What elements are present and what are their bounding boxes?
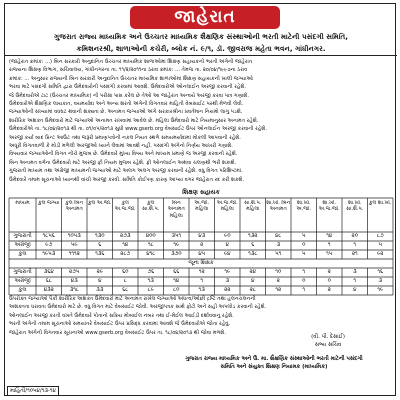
table-cell: ૩૩ [96,287,104,293]
table-cell: ૩૧૮ [69,287,79,293]
table-cell: ૧૩૦ [95,233,105,239]
table-cell: ૯૦ [224,233,231,239]
signatory-org-line1: ગુજરાત રાજ્ય માધ્યમિક અને ઉ. મા. શૈક્ષણિક સંસ્થાઓની ભરતી માટેની પસંદગી [185,356,363,362]
table-cell: ૨૨ [224,287,231,293]
table-cell: ૫ [301,233,306,239]
table-cell: ૪ [251,278,255,284]
column-header: અ.જ.જા. મહિલા [216,200,238,213]
column-header: અ.જા. મહિલા [194,200,210,213]
row-medium: ગુજરાતી [13,233,32,239]
table-cell: ૪૫ [198,251,206,257]
table-cell: ૧૯ [173,242,180,248]
footer-line: અશક્તતા ધરાવતા ઉમેદવારો માટે છે. વધુ વિગત માટે વેબસાઈટ જોવી. અરજીપત્રક સાથે ફોટો અને સહી અપલોડ કરવાની રહેશે. [9,304,267,311]
table-cell: ૯૭ [45,242,53,248]
table-cell: ૨૧ [351,251,358,257]
notice-title: જાહેરાત [174,7,236,27]
table-cell: ૨૮૭ [120,251,131,257]
table-cell: ૨ [200,242,204,248]
table-cell: ૧૯ [224,269,231,275]
column-header: કુલ અ.જા. [87,200,112,206]
table-cell: ૪૧૮ [146,251,156,257]
column-header: કુલ શા.ખો. [368,200,392,206]
row-medium: અંગ્રેજી [14,242,31,248]
table-cell: ૩ [352,269,357,275]
table-cell: ૪૮ [275,233,282,239]
body-line: અરજી કર્યા બાદ પ્રિન્ટ આઉટ તથા જરૂરી પ્રમાણપત્રોની નકલ નિયત સ્થળે સમયમર્યાદામાં મોકલી આપવાની રહેશે. [9,134,241,141]
table-title: શિક્ષણ સહાયક [182,189,220,196]
table-cell: ૮૯ [147,287,154,293]
table-cell: ૪૩ [198,233,206,239]
table-cell: ૦ [302,242,306,248]
table-cell: ૧ [353,242,357,248]
body-line: જે ઉમેદવારોએ ટાટ (ઉચ્ચતર માધ્યમિક) ની પરીક્ષા પાસ કરેલ છે તેઓ આ જાહેરાત અન્વયે અરજી કરવા પાત્ર ગણાશે. [9,92,249,99]
footer-paragraph [9,295,393,337]
recruitment-notice [4,3,396,396]
column-header: શા.ખો. બિન અનામત [266,200,291,213]
table-cell: ૧૦૫૩ [67,233,81,239]
table-cell: ૨૭૩ [119,233,131,239]
body-line: ક્રમાંક: ... અનુસાર રાજ્યની બિન સરકારી અનુદાનિત ઉચ્ચતર માધ્યમિક શાળાઓમાં શિક્ષણ સહાયકની ખાલી જગ્યાઓ [9,75,253,82]
signatory-org-line2: સમિતિ અને સંયુક્ત શિક્ષણ નિયામક (માધ્યમિક) [220,364,328,370]
table-cell: ૧૩૨ [248,233,258,239]
signatory-name: (વી. પી. દેસાઈ) [311,334,345,340]
table-cell: ૭૬ [147,269,155,275]
column-header: કુલ સા.શૈ.પ. [142,200,160,213]
body-line: ગુજરાતી માધ્યમ તથા અંગ્રેજી માધ્યમની જગ્યાઓ માટે અલગ અલગ અરજી કરવાની રહેશે. વધુ વિગત પરિશિષ્ટમાં. [9,168,243,175]
table-cell: ૫૧ [275,251,282,257]
table-cell: ૧૯૫૩ [42,251,56,257]
column-header: માધ્યમ [15,200,30,206]
body-line: ઉમેદવારે તમામ સૂચનાઓ ધ્યાનથી વાંચી અરજી કરવી. સમિતિ કોઈપણ કારણ આપ્યા વગર જાહેરાત રદ કરી શકશે. [9,176,245,183]
column-header: શા.ખો. અ.જ.જા. [318,200,340,213]
body-line: જગ્યાઓની સંખ્યામાં વધઘટ થવાની શક્યતા છે. અનામત જગ્યાઓ અંગે સરકારશ્રીના પ્રવર્તમાન નિયમો લાગુ પડશે. [9,109,243,116]
table-cell: ૧૦ [275,269,282,275]
table-cell: ૧ [302,269,306,275]
table-cell: ૬૬ [173,269,180,275]
table-cell: ૧૬ [377,269,384,275]
body-line: શારીરિક અશક્ત ઉમેદવારો માટે જગ્યાઓ અનામત રાખવામાં આવેલ છે. મહિલા ઉમેદવારો માટે નિયમાનુસાર અનામત રહેશે. [9,117,259,124]
column-header: બિન અનામત મહિલા [167,200,185,219]
table-cell: ૬ [251,242,255,248]
table-cell: ૧૯ [377,287,384,293]
header-line-address: કમિશનરશ્રી, શાળાઓની કચેરી, બ્લોક નં. ૯/૧, ડૉ. જીવરાજ મહેતા ભવન, ગાંધીનગર. [76,44,326,53]
table-cell: ૨ [327,269,331,275]
table-cell: ૨૭૫ [69,269,80,275]
table-cell: ૪ [353,287,357,293]
table-cell: ૫ [378,242,383,248]
row-medium: કુલ [18,251,27,257]
table-cell: ૧૮૫૬ [42,233,55,239]
table-cell: ૧૪ [173,278,180,284]
table-cell: ૧ [200,278,204,284]
body-line: અધૂરી વિગતવાળી કે મોડી મળેલી અરજીઓ ધ્યાને લેવામાં આવશે નહીં. પસંદગી અંગેનો નિર્ણય આખરી ગણાશે. [9,143,233,150]
body-line: બિન અનામત વર્ગના ઉમેદવારો માટે અરજી ફી નિયમ મુજબ રહેશે. ફી ઓનલાઈન અથવા ચલણથી ભરી શકાશે. [9,159,237,166]
table-cell: ૨૪ [249,269,256,275]
column-header: કુલ અ.જ.જા. [114,200,136,213]
footer-line: જાહેરાત અંગેની વિગતવાર સૂચનાઓ www.gserb.org વેબસાઈટ ઉપર તા. ૧૮/૦૪/૨૦૧૩ થી જોવા મળશે. [9,329,226,336]
column-header: કુલ બિન અનામત [65,200,84,213]
table-cell: ૩ [378,278,383,284]
table-cell: ૪૦૦ [145,233,156,239]
row-medium: અંગ્રેજી [14,278,31,284]
body-line: ભરવા માટે પસંદગી સમિતિ દ્વારા ઉમેદવારોની પસંદગી કરવામાં આવશે. ઉમેદવારોએ ઓનલાઈન અરજી કરવાની રહેશે. [9,84,246,91]
footer-line: ઉપરોક્ત જગ્યાઓ પૈકી શારીરિક અશક્ત ઉમેદવારો માટે અનામત રાખેલ જગ્યાઓ અંધત્વ/ઓછી દ્રષ્ટિ તથા હલનચલનની [9,296,256,302]
body-line: ઉમેદવારોએ શૈક્ષણિક લાયકાત, વયમર્યાદા અને અન્ય શરતો અંગેની વિગતવાર માહિતી વેબસાઈટ પરથી મેળવી લેવી. [9,101,244,108]
table-cell: ૨૮ [249,287,256,293]
column-header: શા.ખો. અ.જા. [296,200,312,213]
header-line-committee: ગુજરાત રાજ્ય માધ્યમિક અને ઉચ્ચતર માધ્યમિક શૈક્ષણિક સંસ્થાઓની ભરતી માટેની પસંદગી સમિતિ, [54,32,348,41]
body-line: રાજ્યના શિક્ષણ વિભાગ, સચિવાલય, ગાંધીનગરના તા. ૧૧/૨/૨૦૧૧ના ઠરાવ ક્રમાંક: ... તેમજ તા. ૨૦/૦૪/૧૯૯૭ના ઠરાવ [9,67,248,74]
table-cell: ૪ [98,278,102,284]
table-cell: ૧૧૧૨ [68,251,80,257]
table-cell: ૨ [276,278,280,284]
body-line: વિષયવાર જગ્યાઓની વિગત નીચે મુજબ છે. ઉમેદવારે મુખ્ય વિષય અને માધ્યમ પ્રમાણે જ અરજી કરવાની રહેશે. [9,151,238,158]
column-header: સા.શૈ.પ. મહિલા [244,200,262,213]
table-cell: ૫૯ [70,242,78,248]
footer-line: ઓનલાઈન અરજી કરતી વખતે ઉમેદવારે પોતાનો સક્રિય મોબાઈલ નંબર તથા ઈ-મેઈલ આઈડી દર્શાવવાનું રહેશે. [9,312,234,319]
table-cell: ૩૫૧ [171,233,182,239]
table-cell: ૦ [302,278,306,284]
table-cell: ૪ [225,242,229,248]
table-cell: ૧૩૬ [95,251,105,257]
table-cell: ૨૦ [351,233,358,239]
column-header: શા.ખો. સા.શૈ.પ. [346,200,364,213]
table-cell: ૧૪ [326,233,333,239]
table-cell: ૦ [327,278,331,284]
table-cell: ૬૮ [122,287,129,293]
table-cell: ૧૮ [147,242,154,248]
table-cell: ૩ [225,278,230,284]
table-cell: ૬૦ [122,269,129,275]
row-medium: ગુજરાતી [13,269,32,275]
table-cell: ૪૩ [70,278,78,284]
table-cell: ૧ [302,287,306,293]
table-cell: ૧૫ [326,251,333,257]
table-cell: ૧ [353,278,357,284]
table-cell: ૫ [301,251,306,257]
table-cell: ૬ [98,242,102,248]
table-cell: ૧૩ [198,287,205,293]
table-cell: ૪૩૨ [43,287,54,293]
table-cell: ૨૯ [96,269,103,275]
table-subtitle: જૂના શિક્ષક [188,260,214,266]
table-cell: ૩૭૦ [170,251,182,257]
table-cell: ૯૪ [223,251,231,257]
table-cell: ૯૨ [377,251,384,257]
row-medium: કુલ [18,287,27,293]
table-cell: ૧૩૮ [248,251,258,257]
table-cell: ૮૦ [173,287,180,293]
table-cell: ૧૪ [122,242,129,248]
column-header: કુલ જગ્યા [38,200,60,206]
table-cell: ૬૮ [45,278,52,284]
table-cell: ૩ [276,242,281,248]
signatory-designation: સભ્ય સચિવ [314,342,342,348]
table-cell: ૮ [123,278,127,284]
table-cell: ૧૩ [147,278,154,284]
body-line: ઉમેદવારોએ તા. ૧૮/૦૪/૨૦૧૩ થી તા. ૦૧/૦૫/૨૦૧૩ સુધી www.gserb.org વેબસાઈટ ઉપર ઓનલાઈન અરજી કરવાની રહેશે. [9,126,267,133]
table-cell: ૧૨ [198,269,205,275]
footer-line: ભરતી અંગેની તમામ સૂચનાઓ સમયાંતરે વેબસાઈટ ઉપર પ્રસિદ્ધ કરવામાં આવશે જે ઉમેદવારોએ જોતા રહેવું. [9,321,231,328]
advertisement-number: માહિતી/૧૦૫૪/૧૩-૧૪ [7,386,59,396]
table-cell: ૧૨ [275,287,282,293]
table-cell: ૧ [327,242,331,248]
table-cell: ૮૭ [376,233,384,239]
table-cell: ૨ [327,287,331,293]
table-cell: ૩૬૪ [43,269,54,275]
body-line: (જાહેરાત ક્રમાંક: ...) બિન સરકારી અનુદાનિત ઉચ્ચતર માધ્યમિક શાળાઓમાં શિક્ષણ સહાયકની ભરતી અંગેની જાહેરાત [9,59,253,65]
